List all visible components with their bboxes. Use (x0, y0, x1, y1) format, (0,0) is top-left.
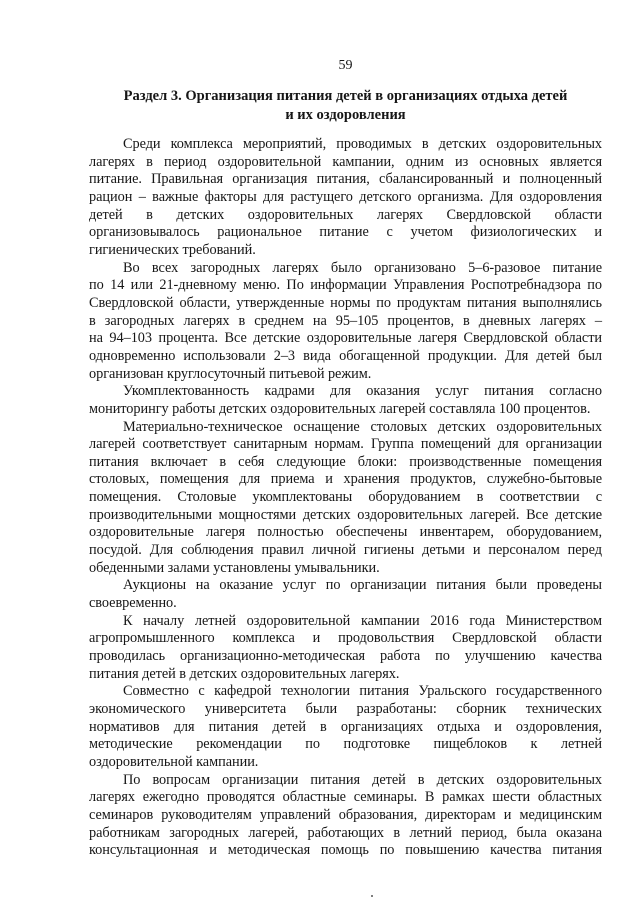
paragraph-line: питания включает в себя следующие блоки: производственные помещения (89, 453, 602, 470)
paragraph-line: агропромышленного комплекса и продовольствия Свердловской области (89, 630, 602, 647)
paragraph-line: в загородных лагерях в среднем на 95–105 процентов, в дневных лагерях – (89, 312, 602, 329)
paragraph-line: работникам загородных лагерей, работающих в летний период, была оказана (89, 824, 602, 841)
paragraph-line: организовывалось рациональное питание с учетом физиологических и (89, 224, 602, 241)
paragraph (89, 260, 602, 384)
paragraph-line: Материально-техническое оснащение столовых детских оздоровительных (123, 418, 602, 435)
paragraph-line: организован круглосуточный питьевой режим. (89, 365, 372, 382)
paragraph-line: Во всех загородных лагерях было организовано 5–6-разовое питание (123, 259, 602, 276)
paragraph-line: питания детей в детских оздоровительных лагерях. (89, 665, 400, 682)
paragraph (89, 577, 602, 612)
paragraph-line: по 14 или 21-дневному меню. По информации Управления Роспотребнадзора по (89, 277, 602, 294)
paragraph-line: рацион – важные факторы для растущего детского организма. Для оздоровления (89, 188, 602, 205)
paragraph-line: питание. Правильная организация питания, сбалансированный и полноценный (89, 171, 602, 188)
paragraph-line: Укомплектованность кадрами для оказания услуг питания согласно (123, 383, 602, 400)
paragraph-line: лагерях ежегодно проводятся областные семинары. В рамках шести областных (89, 789, 602, 806)
paragraph-line: Свердловской области, утвержденные нормы по продуктам питания выполнялись (89, 294, 602, 311)
paragraph-line: детей в детских оздоровительных лагерях Свердловской области (89, 206, 602, 223)
paragraph-line: обеденными залами установлены умывальники. (89, 559, 380, 576)
paragraph-line: одновременно использовали 2–3 вида обогащенной продукции. Для детей был (89, 347, 602, 364)
page-number: 59 (338, 58, 353, 73)
paragraph-line: лагерях в период оздоровительной кампании, одним из основных является (89, 153, 602, 170)
paragraph-line: Среди комплекса мероприятий, проводимых в детских оздоровительных (123, 136, 602, 152)
paragraph-line: посудой. Для соблюдения правил личной гигиены детьми и персоналом перед (89, 542, 602, 559)
paragraph-line: Совместно с кафедрой технологии питания Уральского государственного (123, 683, 602, 700)
paragraph-line: мониторингу работы детских оздоровительных лагерей составляла 100 процентов. (89, 400, 591, 417)
paragraph-line: помещения. Столовые укомплектованы оборудованием в соответствии с (89, 489, 602, 506)
paragraph-line: консультационная и методическая помощь по повышению качества питания (89, 842, 602, 859)
paragraph-line: Аукционы на оказание услуг по организации питания были проведены (123, 577, 602, 594)
paragraph-line: столовых, помещения для приема и хранения продуктов, служебно-бытовые (89, 471, 602, 488)
paragraph (89, 613, 602, 684)
paragraph (89, 383, 602, 418)
body-text (89, 136, 602, 860)
section-title-line-1: Раздел 3. Организация питания детей в организациях отдыха детей (123, 88, 568, 104)
section-title-line-2: и их оздоровления (285, 106, 406, 123)
paragraph-line: По вопросам организации питания детей в детских оздоровительных (123, 771, 602, 788)
paragraph-line: экономического университета были разработаны: сборник технических (89, 701, 602, 717)
paragraph-line: нормативов для питания детей в организациях отдыха и оздоровления, (89, 718, 602, 735)
paragraph-line: семинаров руководителям управлений образования, директорам и медицинским (89, 806, 602, 823)
paragraph (89, 136, 602, 260)
paragraph-line: К началу летней оздоровительной кампании 2016 года Министерством (123, 612, 602, 629)
paragraph-line: методические рекомендации по подготовке пищеблоков к летней (89, 736, 602, 753)
paragraph-line: гигиенических требований. (89, 241, 256, 258)
paragraph (89, 419, 602, 578)
paragraph-line: производительными мощностями детских оздоровительных лагерей. Все детские (89, 506, 602, 523)
section-title (89, 87, 602, 124)
paragraph-line: проводилась организационно-методическая работа по улучшению качества (89, 648, 602, 665)
paragraph-line: оздоровительные лагеря полностью обеспечены инвентарем, оборудованием, (89, 524, 602, 541)
paragraph (89, 772, 602, 860)
paragraph-line: своевременно. (89, 595, 177, 612)
paragraph (89, 683, 602, 771)
paragraph-line: на 94–103 процента. Все детские оздоровительные лагеря Свердловской области (89, 330, 602, 347)
paragraph-line: оздоровительной кампании. (89, 753, 259, 770)
paragraph-line: лагерей соответствует санитарным нормам. Группа помещений для организации (89, 436, 602, 453)
scan-speck (371, 895, 373, 897)
